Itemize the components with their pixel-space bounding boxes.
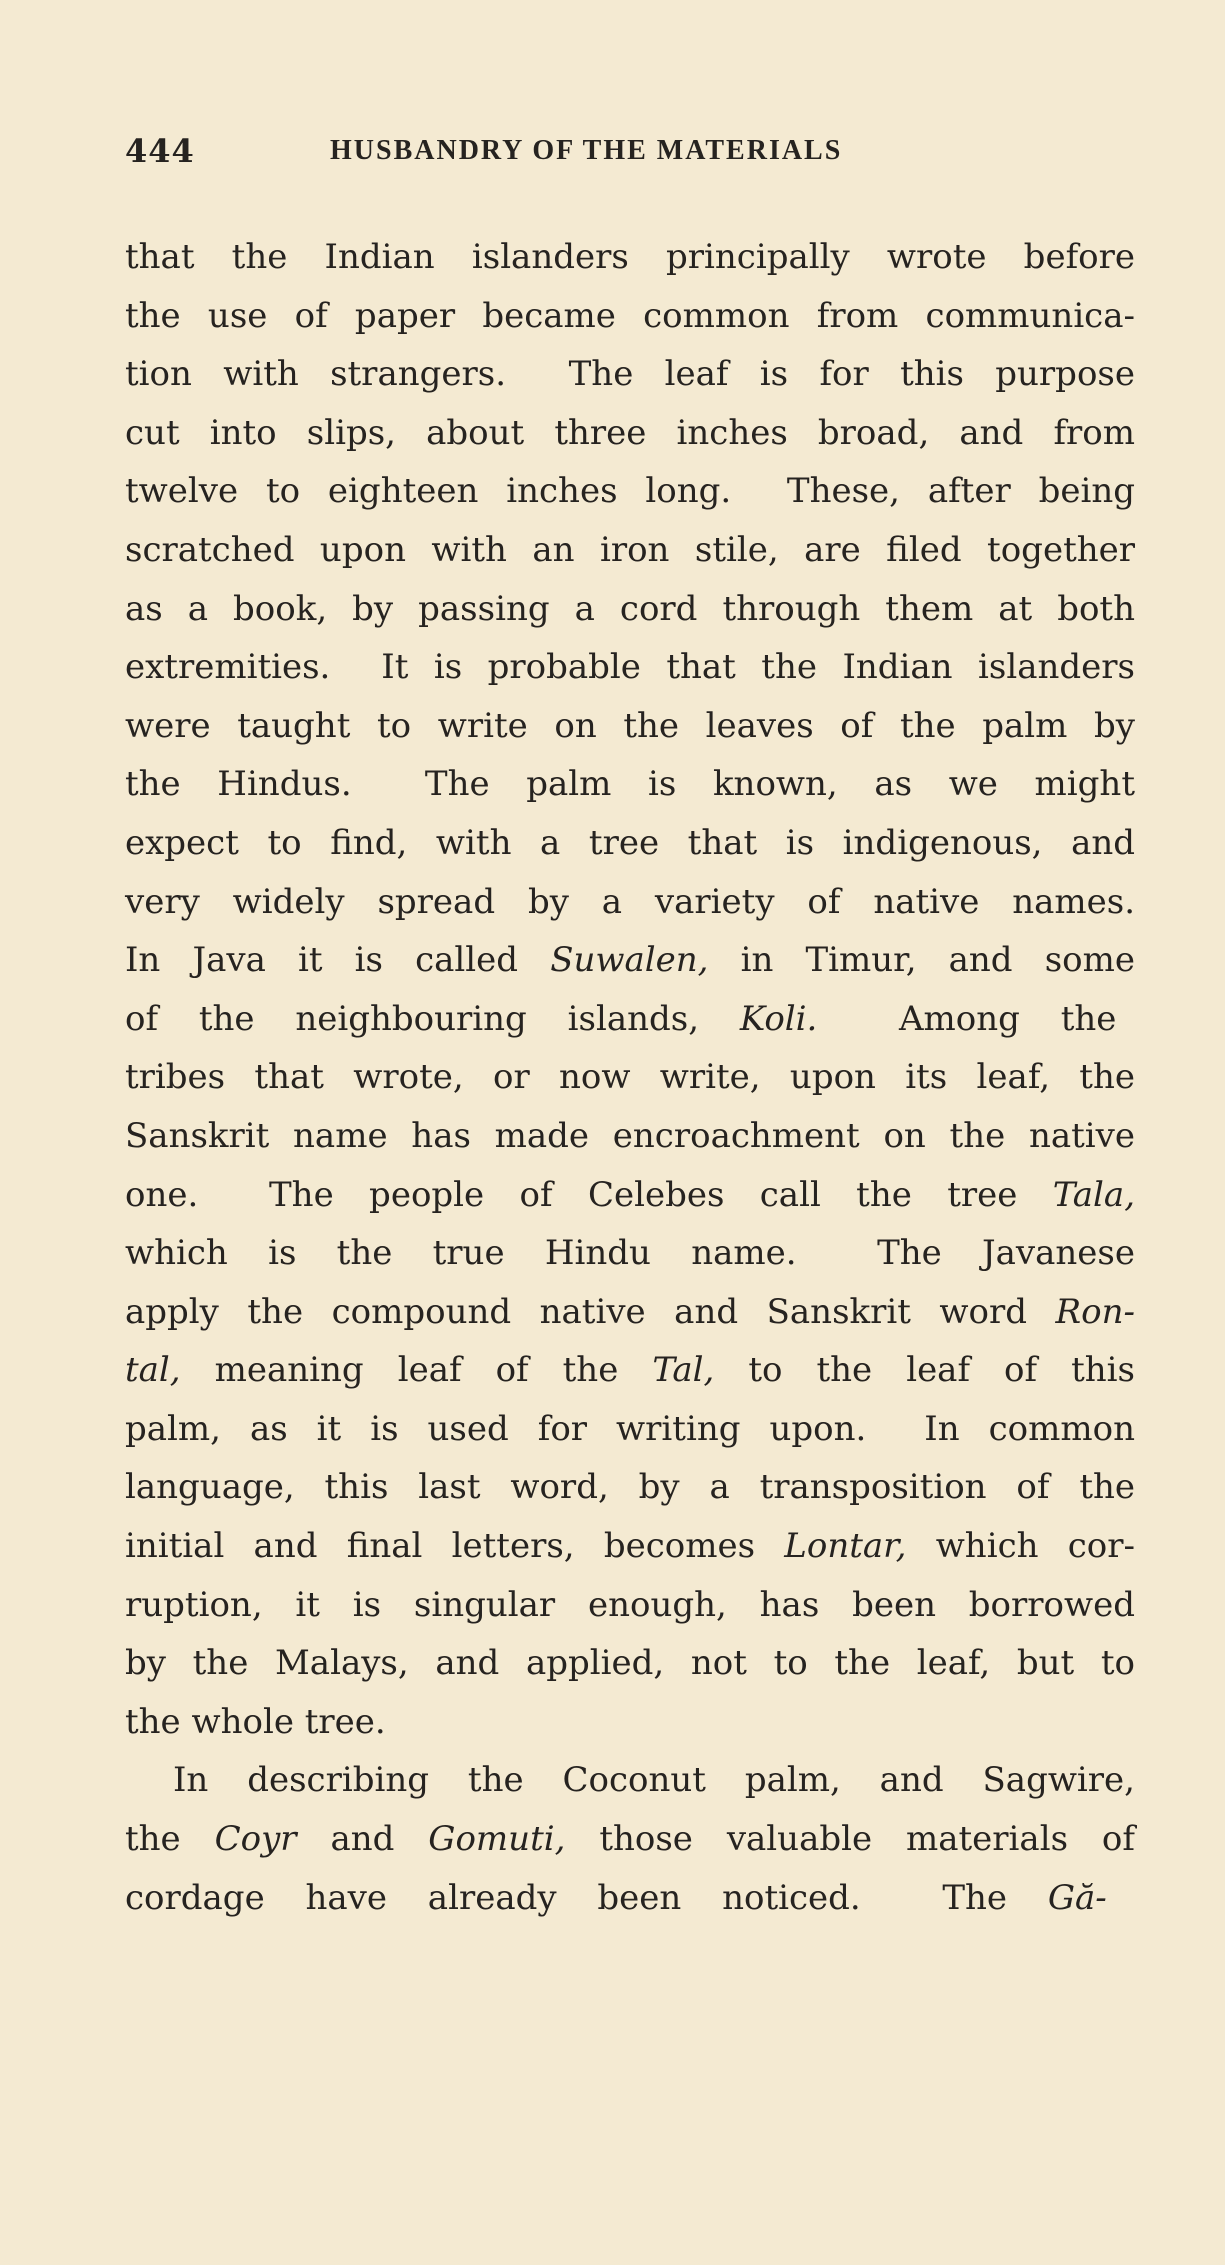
text-segment: Among the xyxy=(817,998,1117,1039)
text-line xyxy=(125,1283,1135,1342)
text-segment: cut into slips, about three inches broad, and from xyxy=(125,412,1135,453)
text-segment: the Hindus. The palm is known, as we might xyxy=(125,764,1135,805)
text-line xyxy=(125,1634,1135,1693)
text-segment: In Java it is called xyxy=(125,940,551,981)
text-line xyxy=(125,931,1135,990)
text-segment: expect to find, with a tree that is indigenous, and xyxy=(125,822,1135,863)
text-segment: tribes that wrote, or now write, upon its leaf, the xyxy=(125,1057,1135,1098)
text-line xyxy=(125,580,1135,639)
text-line xyxy=(125,1400,1135,1459)
italic-term: Gă- xyxy=(1047,1877,1107,1918)
text-segment: to the leaf of this xyxy=(714,1350,1135,1391)
text-segment: Sanskrit name has made encroachment on the native xyxy=(125,1115,1135,1156)
text-line xyxy=(125,345,1135,404)
text-line xyxy=(125,521,1135,580)
text-segment: by the Malays, and applied, not to the leaf, but to xyxy=(125,1643,1135,1684)
text-segment: one. The people of Celebes call the tree xyxy=(125,1174,1053,1215)
text-segment: initial and final letters, becomes xyxy=(125,1526,785,1567)
text-segment: those valuable materials of xyxy=(565,1819,1135,1860)
text-line xyxy=(125,1869,1135,1928)
text-line xyxy=(125,697,1135,756)
page-header xyxy=(125,132,970,182)
text-segment: meaning leaf of the xyxy=(180,1350,653,1391)
text-segment: the whole tree. xyxy=(125,1701,386,1742)
text-segment: were taught to write on the leaves of the palm by xyxy=(125,705,1135,746)
text-line xyxy=(125,814,1135,873)
text-line xyxy=(125,1693,1135,1752)
text-segment: that the Indian islanders principally wrote before xyxy=(125,237,1135,277)
text-segment: extremities. It is probable that the Indian islanders xyxy=(125,647,1135,688)
italic-term: Ron- xyxy=(1055,1291,1135,1332)
text-line xyxy=(125,287,1135,346)
italic-term: Lontar, xyxy=(784,1526,907,1567)
text-line xyxy=(125,873,1135,932)
text-segment: language, this last word, by a transposition of the xyxy=(125,1467,1135,1508)
text-segment: apply the compound native and Sanskrit word xyxy=(125,1291,1056,1332)
italic-term: Tala, xyxy=(1052,1174,1135,1215)
text-line xyxy=(125,1107,1135,1166)
italic-term: tal, xyxy=(125,1350,181,1391)
italic-term: Tal, xyxy=(652,1350,715,1391)
text-line xyxy=(125,462,1135,521)
text-line xyxy=(125,1224,1135,1283)
text-line xyxy=(125,1517,1135,1576)
text-line xyxy=(125,228,1135,287)
text-segment: In describing the Coconut palm, and Sagwire, xyxy=(173,1760,1135,1801)
text-line xyxy=(125,1751,1135,1810)
text-segment: which is the true Hindu name. The Javanese xyxy=(125,1233,1135,1274)
italic-term: Suwalen, xyxy=(550,940,709,981)
text-line xyxy=(125,755,1135,814)
text-segment: the xyxy=(125,1819,215,1860)
text-segment: scratched upon with an iron stile, are filed together xyxy=(125,529,1135,570)
text-segment: cordage have already been noticed. The xyxy=(125,1877,1048,1918)
body-text xyxy=(125,228,1135,1927)
text-segment: ruption, it is singular enough, has been borrowed xyxy=(125,1584,1135,1625)
italic-term: Coyr xyxy=(214,1819,297,1860)
text-segment: in Timur, and some xyxy=(708,940,1135,981)
italic-term: Gomuti, xyxy=(428,1819,566,1860)
text-line xyxy=(125,990,1135,1049)
text-line xyxy=(125,1458,1135,1517)
text-line xyxy=(125,1048,1135,1107)
text-segment: tion with strangers. The leaf is for this purpose xyxy=(125,354,1135,395)
text-segment: palm, as it is used for writing upon. In common xyxy=(125,1408,1135,1449)
text-segment: as a book, by passing a cord through them at both xyxy=(125,588,1135,629)
text-line xyxy=(125,404,1135,463)
page-number: 444 xyxy=(125,132,195,170)
text-segment: the use of paper became common from communica- xyxy=(125,295,1135,336)
text-line xyxy=(125,1576,1135,1635)
text-segment: very widely spread by a variety of native names. xyxy=(125,881,1135,922)
text-segment: twelve to eighteen inches long. These, after being xyxy=(125,471,1135,512)
text-line xyxy=(125,638,1135,697)
text-segment: which cor- xyxy=(906,1526,1135,1567)
text-line xyxy=(125,1166,1135,1225)
text-line xyxy=(125,1341,1135,1400)
text-segment: and xyxy=(296,1819,429,1860)
text-line xyxy=(125,1810,1135,1869)
text-segment: of the neighbouring islands, xyxy=(125,998,740,1039)
italic-term: Koli. xyxy=(739,998,818,1039)
running-title: HUSBANDRY OF THE MATERIALS xyxy=(330,135,843,166)
